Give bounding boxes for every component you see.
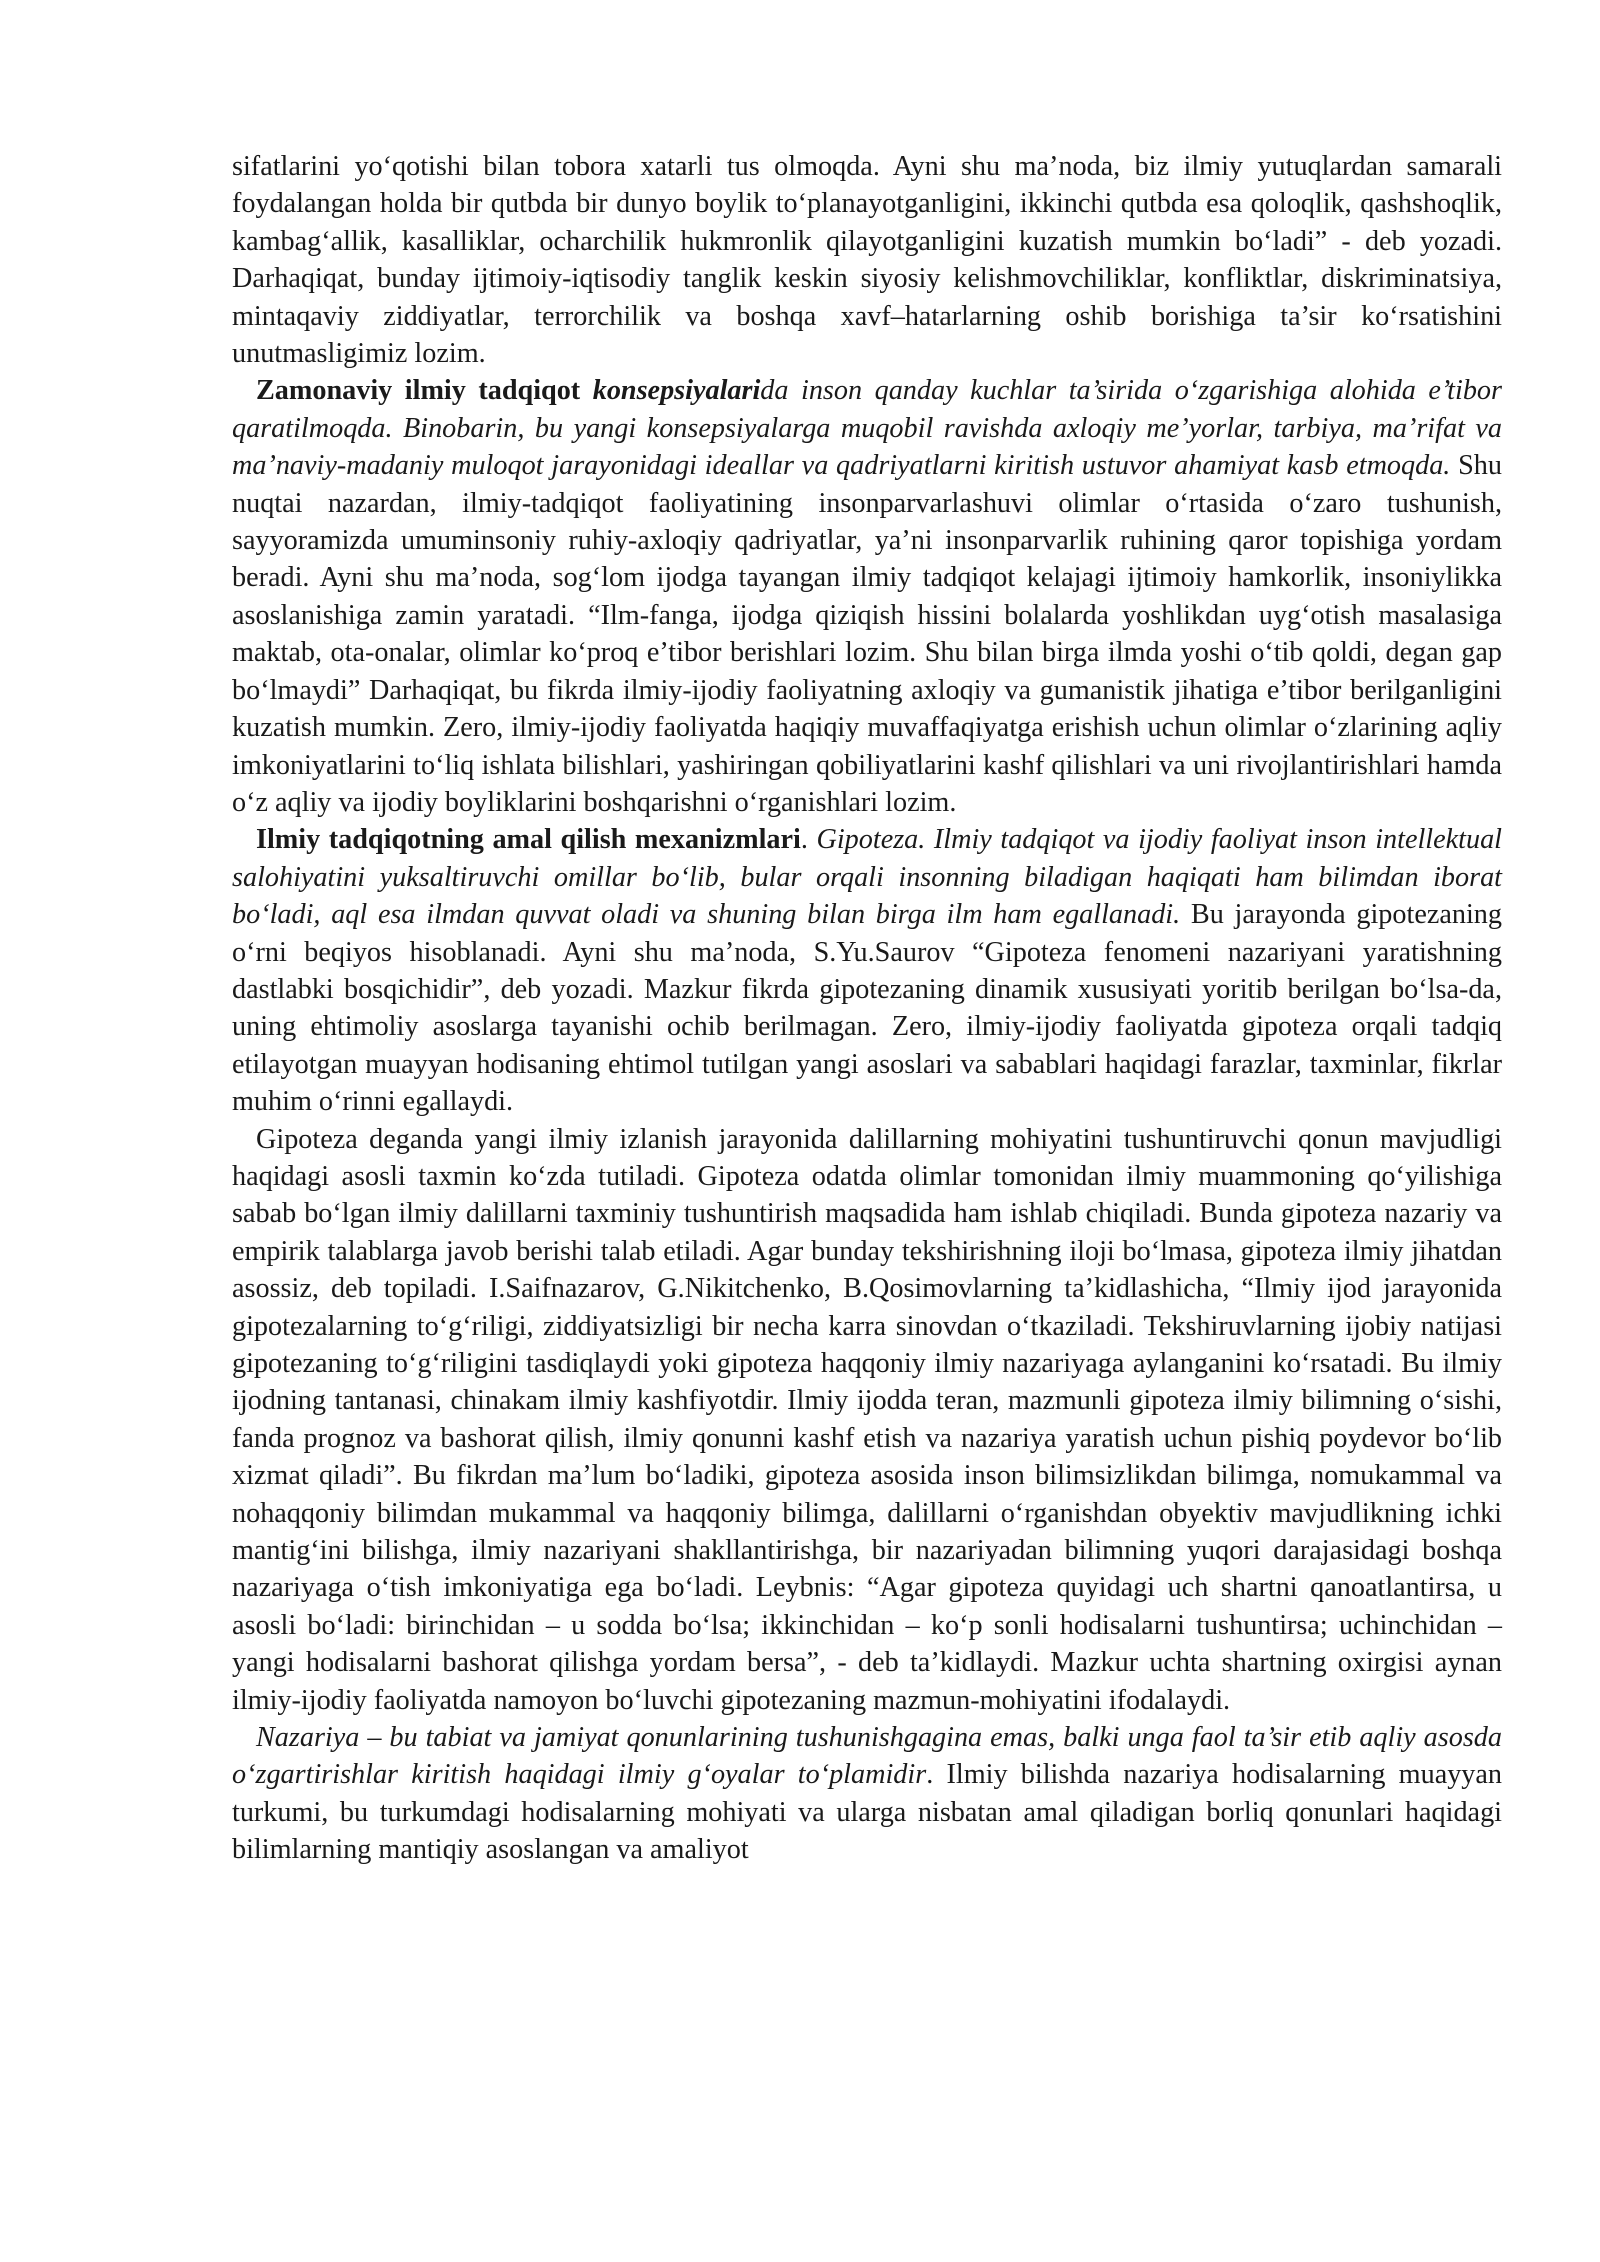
paragraph-1 bbox=[232, 148, 1502, 372]
paragraph-3-separator: . bbox=[800, 824, 817, 856]
paragraph-2-bold-italic-term: konsepsiyalari bbox=[592, 375, 761, 407]
paragraph-4-text: Gipoteza deganda yangi ilmiy izlanish jarayonida dalillarning mohiyatini tushuntiruvchi qonun mavjudligi haqidagi asosli taxmin ko‘zda tutiladi. Gipoteza odatda olimlar tomonidan ilmiy muammoning qo‘yilishiga sabab bo‘lgan ilmiy dalillarni taxminiy tushuntirish maqsadida ham ishlab chiqiladi. Bunda gipoteza nazariy va empirik talablarga javob berishi talab etiladi. Agar bunday tekshirishning iloji bo‘lmasa, gipoteza ilmiy jihatdan asossiz, deb topiladi. I.Saifnazarov, G.Nikitchenko, B.Qosimovlarning ta’kidlashicha, “Ilmiy ijod jarayonida gipotezalarning to‘g‘riligi, ziddiyatsizligi bir necha karra sinovdan o‘tkaziladi. Tekshiruvlarning ijobiy natijasi gipotezaning to‘g‘riligini tasdiqlaydi yoki gipoteza haqqoniy ilmiy nazariyaga aylanganini ko‘rsatadi. Bu ilmiy ijodning tantanasi, chinakam ilmiy kashfiyotdir. Ilmiy ijodda teran, mazmunli gipoteza ilmiy bilimning o‘sishi, fanda prognoz va bashorat qilish, ilmiy qonunni kashf etish va nazariya yaratish uchun pishiq poydevor bo‘lib xizmat qiladi”. Bu fikrdan ma’lum bo‘ladiki, gipoteza asosida inson bilimsizlikdan bilimga, nomukammal va nohaqqoniy bilimdan mukammal va haqqoniy bilimga, dalillarni o‘rganishdan obyektiv mavjudlikning ichki mantig‘ini bilishga, ilmiy nazariyani shakllantirishga, bir nazariyadan bilimning yuqori darajasidagi boshqa nazariyaga o‘tish imkoniyatiga ega bo‘ladi. Leybnis: “Agar gipoteza quyidagi uch shartni qanoatlantirsa, u asosli bo‘ladi: birinchidan – u sodda bo‘lsa; ikkinchidan – ko‘p sonli hodisalarni tushuntirsa; uchinchidan – yangi hodisalarni bashorat qilishga yordam bersa”, - deb ta’kidlaydi. Mazkur uchta shartning oxirgisi aynan ilmiy-ijodiy faoliyatda namoyon bo‘luvchi gipotezaning mazmun-mohiyatini ifodalaydi. bbox=[232, 1123, 1502, 1716]
paragraph-3 bbox=[232, 821, 1502, 1120]
paragraph-3-bold-heading: Ilmiy tadqiqotning amal qilish mexanizmlari bbox=[256, 824, 801, 856]
paragraph-3-text: Bu jarayonda gipotezaning o‘rni beqiyos hisoblanadi. Ayni shu ma’noda, S.Yu.Saurov “Gipoteza fenomeni nazariyani yaratishning dastlabki bosqichidir”, deb yozadi. Mazkur fikrda gipotezaning dinamik xususiyati yoritib berilgan bo‘lsa-da, uning ehtimoliy asoslarga tayanishi ochib berilmagan. Zero, ilmiy-ijodiy faoliyatda gipoteza orqali tadqiq etilayotgan muayyan hodisaning ehtimol tutilgan yangi asoslari va sabablari haqidagi farazlar, taxminlar, fikrlar muhim o‘rinni egallaydi. bbox=[232, 899, 1502, 1118]
paragraph-2-bold-lead: Zamonaviy ilmiy tadqiqot bbox=[256, 375, 593, 407]
paragraph-5 bbox=[232, 1719, 1502, 1869]
paragraph-4 bbox=[232, 1121, 1502, 1720]
document-page bbox=[232, 148, 1502, 1869]
paragraph-1-text: sifatlarini yo‘qotishi bilan tobora xatarli tus olmoqda. Ayni shu ma’noda, biz ilmiy yutuqlardan samarali foydalangan holda bir qutbda bir dunyo boylik to‘planayotganligini, ikkinchi qutbda esa qoloqlik, qashshoqlik, kambag‘allik, kasalliklar, ocharchilik hukmronlik qilayotganligini kuzatish mumkin bo‘ladi” - deb yozadi. Darhaqiqat, bunday ijtimoiy-iqtisodiy tanglik keskin siyosiy kelishmovchiliklar, konfliktlar, diskriminatsiya, mintaqaviy ziddiyatlar, terrorchilik va boshqa xavf–hatarlarning oshib borishiga ta’sir ko‘rsatishini unutmasligimiz lozim. bbox=[232, 151, 1502, 370]
paragraph-2-text: Shu nuqtai nazardan, ilmiy-tadqiqot faoliyatining insonparvarlashuvi olimlar o‘rtasida o‘zaro tushunish, sayyoramizda umuminsoniy ruhiy-axloqiy qadriyatlar, ya’ni insonparvarlik ruhining qaror topishiga yordam beradi. Ayni shu ma’noda, sog‘lom ijodga tayangan ilmiy tadqiqot kelajagi ijtimoiy hamkorlik, insoniylikka asoslanishiga zamin yaratadi. “Ilm-fanga, ijodga qiziqish hissini bolalarda yoshlikdan uyg‘otish masalasiga maktab, ota-onalar, olimlar ko‘proq e’tibor berishlari lozim. Shu bilan birga ilmda yoshi o‘tib qoldi, degan gap bo‘lmaydi” Darhaqiqat, bu fikrda ilmiy-ijodiy faoliyatning axloqiy va gumanistik jihatiga e’tibor berilganligini kuzatish mumkin. Zero, ilmiy-ijodiy faoliyatda haqiqiy muvaffaqiyatga erishish uchun olimlar o‘zlarining aqliy imkoniyatlarini to‘liq ishlata bilishlari, yashiringan qobiliyatlarini kashf qilishlari va uni rivojlantirishlari hamda o‘z aqliy va ijodiy boyliklarini boshqarishni o‘rganishlari lozim. bbox=[232, 450, 1502, 818]
paragraph-5-italic-definition: Nazariya – bu tabiat va jamiyat qonunlarining tushunishgagina emas, balki unga faol ta’sir etib aqliy asosda o‘zgartirishlar kiritish haqidagi ilmiy g‘oyalar to‘plamidir bbox=[232, 1722, 1502, 1791]
paragraph-2-italic-passage: da inson qanday kuchlar ta’sirida o‘zgarishiga alohida e’tibor qaratilmoqda. Binobarin, bu yangi konsepsiyalarga muqobil ravishda axloqiy me’yorlar, tarbiya, ma’rifat va ma’naviy-madaniy muloqot jarayonidagi ideallar va qadriyatlarni kiritish ustuvor ahamiyat kasb etmoqda. bbox=[232, 375, 1502, 482]
paragraph-2 bbox=[232, 372, 1502, 821]
paragraph-5-text: . Ilmiy bilishda nazariya hodisalarning muayyan turkumi, bu turkumdagi hodisalarning mohiyati va ularga nisbatan amal qiladigan borliq qonunlari haqidagi bilimlarning mantiqiy asoslangan va amaliyot bbox=[232, 1759, 1502, 1866]
paragraph-3-italic-passage: Gipoteza. Ilmiy tadqiqot va ijodiy faoliyat inson intellektual salohiyatini yuksaltiruvchi omillar bo‘lib, bular orqali insonning biladigan haqiqati ham bilimdan iborat bo‘ladi, aql esa ilmdan quvvat oladi va shuning bilan birga ilm ham egallanadi. bbox=[232, 824, 1502, 931]
